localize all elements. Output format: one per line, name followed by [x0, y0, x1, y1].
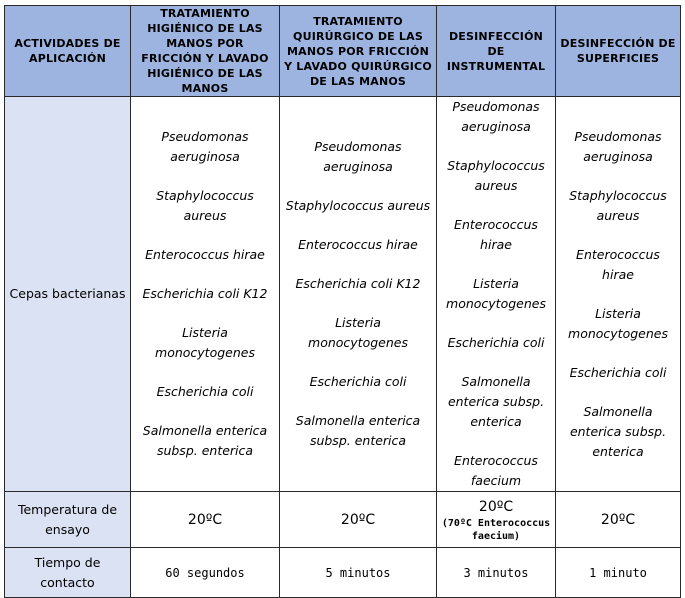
temperature-col3-note: (70ºC Enterococcus faecium) — [441, 517, 551, 542]
header-activities: ACTIVIDADES DE APLICACIÓN — [5, 6, 131, 97]
header-instrument-disinfection: DESINFECCIÓN DE INSTRUMENTAL — [437, 6, 556, 97]
temperature-col2: 20ºC — [280, 492, 437, 548]
species-name: Enterococcus hirae — [298, 237, 418, 252]
contact-time-col2: 5 minutos — [280, 548, 437, 598]
contact-time-col4: 1 minuto — [556, 548, 681, 598]
contact-time-col3: 3 minutos — [437, 548, 556, 598]
species-name: Listeria monocytogenes — [568, 305, 668, 341]
species-name: Pseudomonas aeruginosa — [574, 128, 662, 164]
header-surgical-hand-treatment: TRATAMIENTO QUIRÚRGICO DE LAS MANOS POR FRICCIÓN Y LAVADO QUIRÚRGICO DE LAS MANOS — [280, 6, 437, 97]
species-name: Listeria monocytogenes — [308, 315, 408, 350]
species-name: Pseudomonas aeruginosa — [161, 129, 249, 164]
contact-time-col1: 60 segundos — [131, 548, 280, 598]
species-name: Staphylococcus aureus — [285, 198, 431, 213]
species-name: Escherichia coli — [569, 364, 667, 380]
strains-col1 — [131, 97, 280, 492]
contact-time-label: Tiempo de contacto — [5, 548, 131, 598]
species-name: Enterococcus faecium — [454, 453, 538, 488]
species-name: Enterococcus hirae — [576, 246, 660, 282]
temperature-col3-value: 20ºC — [478, 498, 514, 515]
strains-col2 — [280, 97, 437, 492]
temperature-col4: 20ºC — [556, 492, 681, 548]
species-name: Staphylococcus aureus — [156, 188, 254, 223]
species-name: Salmonella enterica subsp. enterica — [569, 403, 667, 459]
temperature-label: Temperatura de ensayo — [5, 492, 131, 548]
species-name: Escherichia coli — [156, 384, 254, 399]
strains-col3 — [437, 97, 556, 492]
species-name: Salmonella enterica subsp. enterica — [142, 423, 268, 458]
species-name: Escherichia coli K12 — [142, 286, 268, 301]
strains-label: Cepas bacterianas — [5, 97, 131, 492]
header-hygienic-hand-treatment: TRATAMIENTO HIGIÉNICO DE LAS MANOS POR FRICCIÓN Y LAVADO HIGIÉNICO DE LAS MANOS — [131, 6, 280, 97]
contact-time-row — [5, 548, 681, 598]
species-name: Salmonella enterica subsp. enterica — [295, 413, 421, 448]
species-name: Salmonella enterica subsp. enterica — [447, 374, 545, 429]
header-surface-disinfection: DESINFECCIÓN DE SUPERFICIES — [556, 6, 681, 97]
strains-col4 — [556, 97, 681, 492]
species-name: Escherichia coli — [447, 335, 545, 350]
bacterial-strains-table — [4, 5, 681, 598]
species-name: Escherichia coli K12 — [295, 276, 421, 291]
temperature-col3 — [437, 492, 556, 548]
species-name: Pseudomonas aeruginosa — [452, 99, 540, 134]
species-name: Staphylococcus aureus — [447, 158, 545, 193]
header-row — [5, 6, 681, 97]
species-name: Pseudomonas aeruginosa — [314, 139, 402, 174]
species-name: Enterococcus hirae — [145, 247, 265, 262]
species-name: Listeria monocytogenes — [446, 276, 546, 311]
temperature-row — [5, 492, 681, 548]
species-name: Staphylococcus aureus — [569, 187, 667, 223]
species-name: Escherichia coli — [309, 374, 407, 389]
temperature-col1: 20ºC — [131, 492, 280, 548]
species-name: Listeria monocytogenes — [155, 325, 255, 360]
species-name: Enterococcus hirae — [454, 217, 538, 252]
strains-row — [5, 97, 681, 492]
